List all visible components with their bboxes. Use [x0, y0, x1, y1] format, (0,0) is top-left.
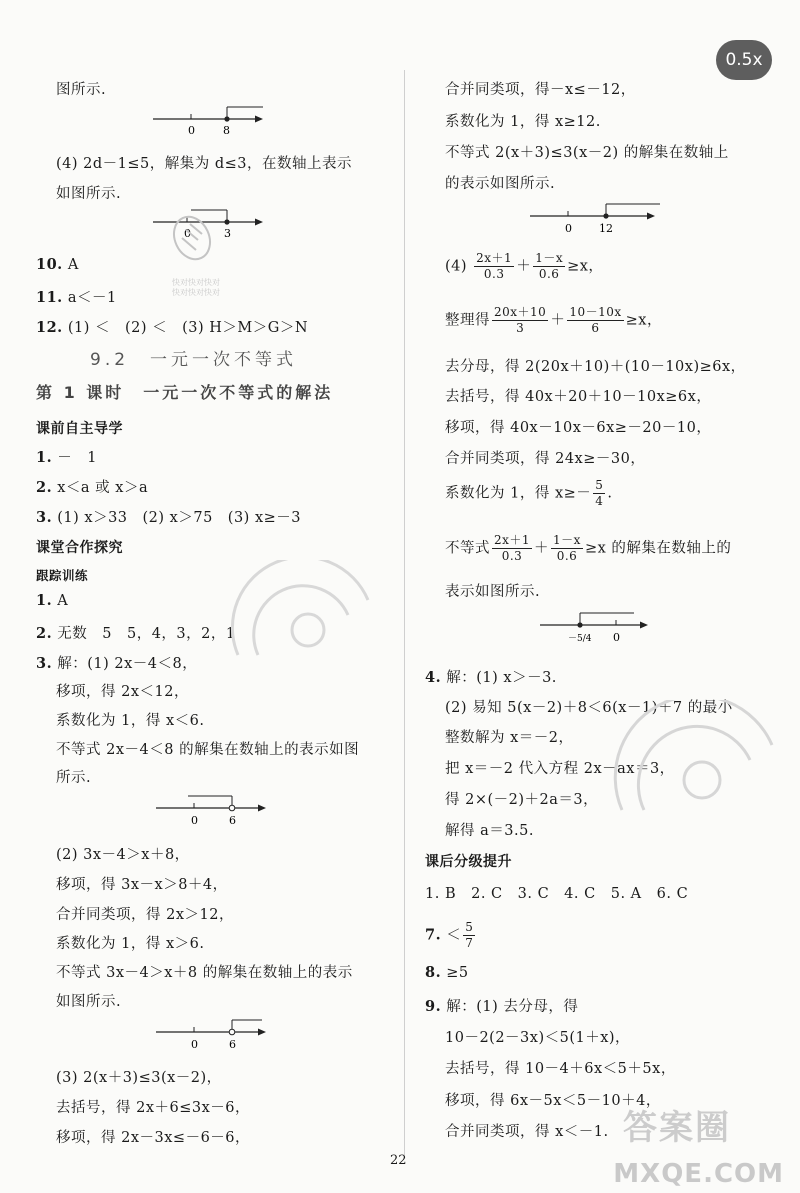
text-line: 移项，得 2x－3x≤－6－6，	[56, 1130, 251, 1146]
tick-label: 0	[565, 222, 572, 235]
text-line: 不等式 3x－4＞x＋8 的解集在数轴上的表示	[56, 965, 353, 981]
formula-line: 整理得 $\frac{20x+10}{3}$ ＋ $\frac{10-10x}{6}$ ≥x，	[445, 305, 662, 335]
item-text: A	[67, 257, 79, 273]
answer-line: 2. x＜a 或 x＞a	[36, 479, 149, 496]
number-line-6	[538, 608, 658, 650]
text-line: 去括号，得 40x＋20＋10－10x≥6x，	[445, 389, 712, 405]
text-line: 去括号，得 10－4＋6x＜5＋5x，	[445, 1061, 676, 1077]
text-line: 系数化为 1，得 x＜6.	[56, 713, 205, 729]
tick-label: 6	[229, 814, 236, 826]
text-line: 合并同类项，得－x≤－12，	[445, 82, 636, 98]
text-line: 不等式 2x－4＜8 的解集在数轴上的表示如图	[56, 742, 360, 758]
answer-line: 3. 解：(1) 2x－4＜8，	[36, 655, 198, 672]
answer-line: 9. 解：(1) 去分母，得	[425, 998, 579, 1015]
text-line: (2) 易知 5(x－2)＋8＜6(x－1)＋7 的最小	[445, 700, 733, 716]
column-divider	[404, 70, 405, 1155]
heading-after-class: 课后分级提升	[425, 854, 512, 870]
section-title: 9.2 一元一次不等式	[90, 350, 298, 370]
text-line: 系数化为 1，得 x＞6.	[56, 936, 205, 952]
text-line: 合并同类项，得 x＜－1.	[445, 1124, 609, 1140]
text-line: (4) 2d－1≤5，解集为 d≤3，在数轴上表示	[56, 156, 353, 172]
item-text: (1) ＜ (2) ＜ (3) H＞M＞G＞N	[67, 320, 309, 336]
answer-line: 1. － 1	[36, 449, 97, 466]
number-line-3	[154, 790, 274, 826]
watermark-site: MXQE.COM	[613, 1159, 784, 1189]
page-number: 22	[390, 1153, 407, 1168]
number-line-5	[528, 196, 663, 236]
text-line: 把 x＝－2 代入方程 2x－ax＝3，	[445, 761, 675, 777]
text-line: 整数解为 x＝－2，	[445, 730, 574, 746]
item-number: 10.	[36, 256, 63, 273]
tick-label: 0	[613, 631, 620, 644]
text-line: 移项，得 3x－x＞8＋4，	[56, 877, 228, 893]
text-line: 合并同类项，得 2x＞12，	[56, 907, 234, 923]
answer-line	[36, 316, 308, 337]
tick-label: 0	[191, 1038, 198, 1050]
answer-line: 3. (1) x＞33 (2) x＞75 (3) x≥－3	[36, 509, 302, 526]
number-line-4	[154, 1012, 274, 1050]
text-line: 去括号，得 2x＋6≤3x－6，	[56, 1100, 251, 1116]
text-line: 系数化为 1，得 x≥12.	[445, 114, 601, 130]
number-line-1	[151, 103, 271, 137]
answer-line	[36, 256, 79, 273]
item-text: a＜－1	[67, 290, 117, 306]
text-line: 的表示如图所示.	[445, 176, 556, 192]
answer-line: 4. 解：(1) x＞－3.	[425, 669, 557, 686]
tick-label: 3	[224, 227, 231, 240]
watermark-stamp-icon	[166, 200, 226, 264]
tick-label: 8	[223, 124, 230, 137]
text-line: 图所示.	[56, 82, 107, 98]
text-line: 得 2×(－2)＋2a＝3，	[445, 792, 599, 808]
heading-pre-class: 课前自主导学	[36, 421, 123, 437]
tick-label: 6	[229, 1038, 236, 1050]
text-line: 解得 a＝3.5.	[445, 823, 534, 839]
heading-track-training: 跟踪训练	[36, 568, 89, 583]
answer-line	[36, 286, 117, 307]
tick-label: 0	[188, 124, 195, 137]
answer-line: 8. ≥5	[425, 964, 469, 981]
text-line: 10－2(2－3x)＜5(1＋x)，	[445, 1030, 631, 1046]
tick-label: 0	[184, 227, 191, 240]
watermark-seal-icon	[612, 700, 782, 820]
formula-line: 7. ＜ $\frac{5}{7}$	[425, 920, 474, 950]
text-line: 如图所示.	[56, 186, 122, 202]
formula-line: (4) $\frac{2x+1}{0.3}$ ＋ $\frac{1-x}{0.6}$ ≥x，	[445, 251, 604, 281]
text-line: 移项，得 6x－5x＜5－10＋4，	[445, 1093, 661, 1109]
text-line: 移项，得 40x－10x－6x≥－20－10，	[445, 420, 712, 436]
tick-label: －5/4	[568, 634, 592, 644]
tick-label: 0	[191, 814, 198, 826]
heading-in-class: 课堂合作探究	[36, 540, 123, 556]
tick-label: 12	[599, 222, 613, 235]
text-line: (3) 2(x＋3)≤3(x－2)，	[56, 1070, 222, 1086]
item-number: 11.	[36, 289, 63, 306]
answer-line: 2. 无数 5 5，4，3，2，1	[36, 625, 236, 642]
answer-line: 1. A	[36, 592, 69, 609]
formula-line: 不等式 $\frac{2x+1}{0.3}$ ＋ $\frac{1-x}{0.6}$ ≥x 的解集在数轴上的	[445, 533, 732, 563]
answer-line: 1. B 2. C 3. C 4. C 5. A 6. C	[425, 886, 689, 902]
text-line: 所示.	[56, 770, 92, 786]
text-line: 如图所示.	[56, 994, 122, 1010]
text-line: 不等式 2(x＋3)≤3(x－2) 的解集在数轴上	[445, 145, 729, 161]
text-line: 合并同类项，得 24x≥－30，	[445, 451, 646, 467]
watermark-text: 快对快对快对	[172, 288, 220, 297]
item-number: 12.	[36, 319, 63, 336]
formula-line: 系数化为 1，得 x≥－ $\frac{5}{4}$ .	[445, 478, 613, 508]
watermark-logo: 答案圈	[623, 1108, 731, 1148]
lesson-title: 第 1 课时 一元一次不等式的解法	[36, 383, 334, 402]
text-line: 移项，得 2x＜12，	[56, 684, 189, 700]
watermark-text: 快对快对快对	[172, 278, 220, 287]
text-line: 表示如图所示.	[445, 584, 541, 600]
text-line: 去分母，得 2(20x＋10)＋(10－10x)≥6x，	[445, 359, 746, 375]
text-line: (2) 3x－4＞x＋8，	[56, 847, 190, 863]
playback-speed-button[interactable]: 0.5x	[716, 40, 772, 80]
watermark-seal-icon	[228, 560, 378, 670]
